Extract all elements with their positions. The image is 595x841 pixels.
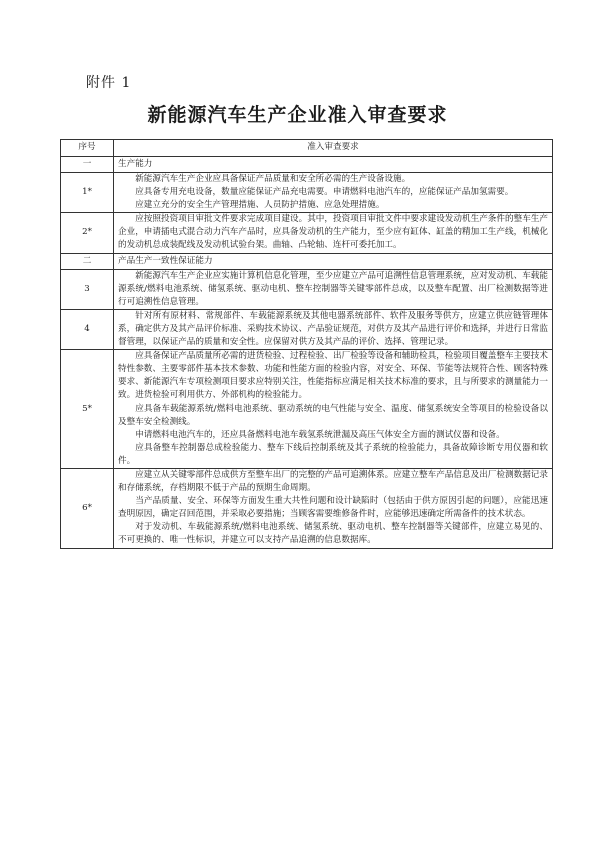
requirement-text [114,269,553,309]
requirement-paragraph: 应建立充分的安全生产管理措施、人员防护措施、应急处理措施。 [135,200,385,211]
table-row [61,350,553,469]
requirement-paragraph: 申请燃料电池汽车的，还应具备燃料电池车载氢系统泄漏及高压气体安全方面的测试仪器和设备。 [135,429,505,440]
row-number: 2* [61,213,114,253]
requirement-paragraph: 应具备保证产品质量所必需的进货检验、过程检验、出厂检验等设备和辅助检具，检验项目覆盖整车主要技术特性参数、主要零部件基本技术参数、功能和性能方面的检验内容，对安全、环保、节能等法规符合性、顾客特殊要求、新能源汽车专项检测项目要求应特别关注，性能指标应满足相关技术标准的要求，且与所要求的测量能力一致。进货检验可利用供方、外部机构的检验能力。 [118,351,548,401]
table-row [61,468,553,548]
requirement-text [114,213,553,253]
requirement-text [114,350,553,469]
table-header-row [61,140,553,157]
section-row [61,157,553,173]
row-number: 6* [61,468,114,548]
section-row [61,253,553,269]
requirement-paragraph: 新能源汽车生产企业应具备保证产品质量和安全所必需的生产设备设施。 [135,174,411,184]
requirement-text [114,309,553,349]
requirement-paragraph: 针对所有原材料、常规部件、车载能源系统及其他电器系统部件、软件及服务等供方，应建立供应链管理体系，确定供方及其产品评价标准、采购技术协议、产品验证规范，对供方及其产品进行评价和选择，并进行日常监督管理，以保证产品的质量和安全性。应保留对供方及其产品的评价、选择、管理记录。 [118,310,548,348]
row-number: 一 [61,157,114,173]
requirement-paragraph: 应具备整车控制器总成检验能力、整车下线后控制系统及其子系统的检验能力，具备故障诊断专用仪器和软件。 [118,442,548,466]
table-row [61,213,553,253]
section-title: 生产能力 [114,157,553,173]
header-requirements: 准入审查要求 [114,140,553,157]
section-title: 产品生产一致性保证能力 [114,253,553,269]
table-row [61,309,553,349]
row-number: 1* [61,173,114,213]
requirement-paragraph: 应具备专用充电设备，数量应能保证产品充电需要。申请燃料电池汽车的，应能保证产品加氢需要。 [135,187,514,198]
requirement-paragraph: 新能源汽车生产企业应实施计算机信息化管理，至少应建立产品可追溯性信息管理系统，应对发动机、车载能源系统/燃料电池系统、储氢系统、驱动电机、整车控制器等关键零部件总成，以及整车配置、出厂检测数据等进行可追溯性信息管理。 [118,270,548,307]
attachment-label: 附件 1 [86,75,132,91]
requirement-paragraph: 应具备车载能源系统/燃料电池系统、驱动系统的电气性能与安全、温度、储氢系统安全等项目的检验设备以及整车安全检测线。 [118,403,548,427]
table-row [61,173,553,213]
row-number: 4 [61,309,114,349]
row-number: 5* [61,350,114,469]
document-title: 新能源汽车生产企业准入审查要求 [147,104,448,126]
requirement-paragraph: 对于发动机、车载能源系统/燃料电池系统、储氢系统、驱动电机、整车控制器等关键部件，应建立易见的、不可更换的、唯一性标识，并建立可以支持产品追溯的信息数据库。 [118,522,548,546]
requirement-paragraph: 应按照投资项目审批文件要求完成项目建设。其中，投资项目审批文件中要求建设发动机生产条件的整车生产企业，申请插电式混合动力汽车产品时，应具备发动机的生产能力，至少应有缸体、缸盖的精加工生产线，机械化的发动机总成装配线及发动机试验台架。曲轴、凸轮轴、连杆可委托加工。 [118,214,548,251]
requirement-text [114,173,553,213]
table-row [61,269,553,309]
requirements-table [60,139,553,549]
row-number: 3 [61,269,114,309]
requirement-paragraph: 当产品质量、安全、环保等方面发生重大共性问题和设计缺陷时（包括由于供方原因引起的问题），应能迅速查明原因，确定召回范围，并采取必要措施；当顾客需要维修备件时，应能够迅速确定所需备件的技术状态。 [118,496,548,520]
requirement-text [114,468,553,548]
header-serial-number: 序号 [61,140,114,157]
table-body [61,157,553,549]
requirement-paragraph: 应建立从关键零部件总成供方至整车出厂的完整的产品可追溯体系。应建立整车产品信息及出厂检测数据记录和存储系统，存档期限不低于产品的预期生命周期。 [118,469,548,494]
row-number: 二 [61,253,114,269]
